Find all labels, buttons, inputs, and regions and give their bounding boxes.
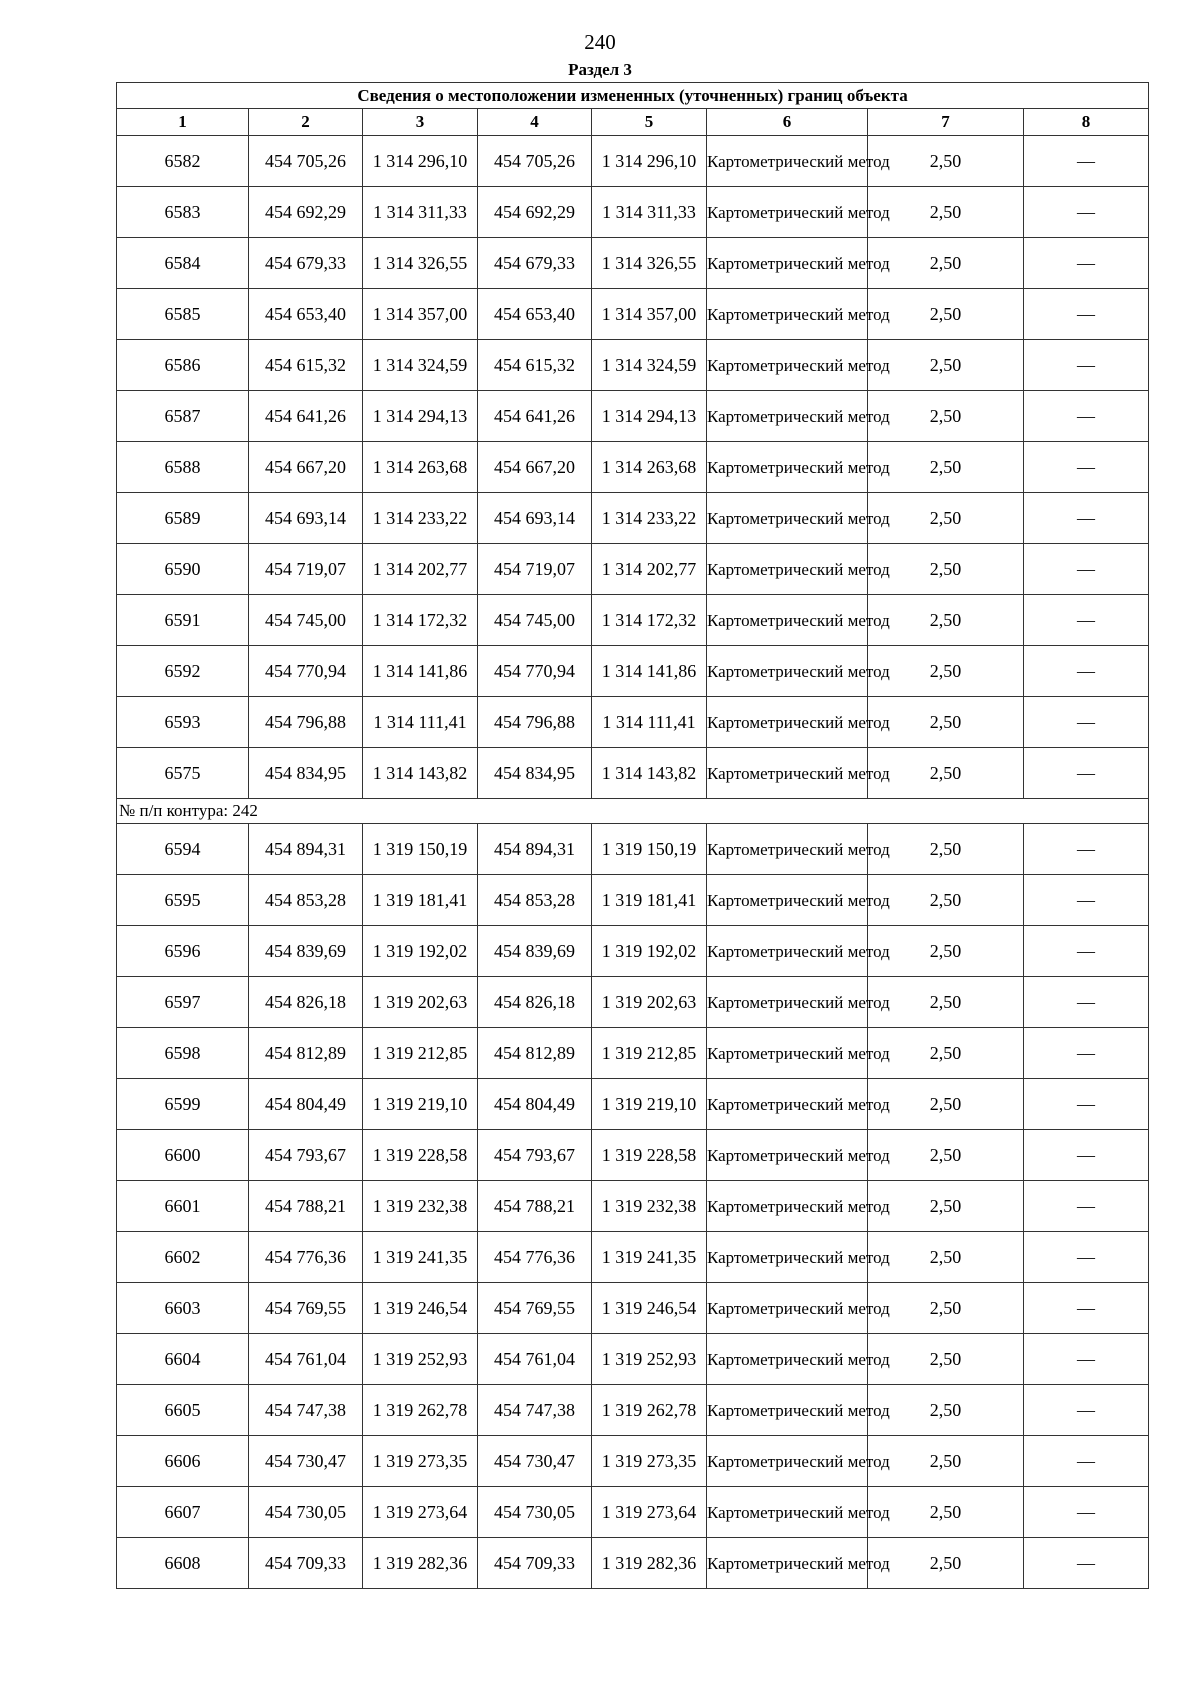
cell-accuracy: 2,50 xyxy=(868,1283,1024,1334)
cell-point-number: 6601 xyxy=(117,1181,249,1232)
table-row xyxy=(117,646,1149,697)
cell-method: Картометрический метод xyxy=(707,875,868,926)
cell-method: Картометрический метод xyxy=(707,187,868,238)
cell-refined-x: 454 745,00 xyxy=(478,595,592,646)
table-row xyxy=(117,493,1149,544)
cell-method: Картометрический метод xyxy=(707,493,868,544)
cell-existing-y: 1 319 150,19 xyxy=(363,824,478,875)
cell-existing-x: 454 745,00 xyxy=(249,595,363,646)
cell-refined-x: 454 719,07 xyxy=(478,544,592,595)
cell-description: — xyxy=(1024,1538,1149,1589)
cell-description: — xyxy=(1024,595,1149,646)
cell-refined-x: 454 615,32 xyxy=(478,340,592,391)
cell-existing-x: 454 769,55 xyxy=(249,1283,363,1334)
table-row xyxy=(117,1232,1149,1283)
cell-accuracy: 2,50 xyxy=(868,748,1024,799)
cell-refined-y: 1 314 143,82 xyxy=(592,748,707,799)
cell-existing-y: 1 319 282,36 xyxy=(363,1538,478,1589)
table-row xyxy=(117,1283,1149,1334)
cell-refined-x: 454 804,49 xyxy=(478,1079,592,1130)
column-header-8: 8 xyxy=(1024,109,1149,136)
cell-refined-y: 1 319 273,64 xyxy=(592,1487,707,1538)
cell-point-number: 6585 xyxy=(117,289,249,340)
cell-refined-y: 1 319 150,19 xyxy=(592,824,707,875)
cell-refined-x: 454 769,55 xyxy=(478,1283,592,1334)
table-row xyxy=(117,1538,1149,1589)
cell-existing-x: 454 692,29 xyxy=(249,187,363,238)
cell-accuracy: 2,50 xyxy=(868,1232,1024,1283)
cell-existing-x: 454 770,94 xyxy=(249,646,363,697)
cell-point-number: 6594 xyxy=(117,824,249,875)
cell-existing-y: 1 314 311,33 xyxy=(363,187,478,238)
cell-existing-y: 1 314 294,13 xyxy=(363,391,478,442)
cell-point-number: 6575 xyxy=(117,748,249,799)
cell-existing-x: 454 804,49 xyxy=(249,1079,363,1130)
cell-existing-y: 1 319 262,78 xyxy=(363,1385,478,1436)
table-row xyxy=(117,1181,1149,1232)
cell-description: — xyxy=(1024,1436,1149,1487)
boundary-coordinates-table xyxy=(116,82,1149,1589)
cell-method: Картометрический метод xyxy=(707,1436,868,1487)
cell-method: Картометрический метод xyxy=(707,748,868,799)
table-row xyxy=(117,875,1149,926)
cell-accuracy: 2,50 xyxy=(868,646,1024,697)
cell-existing-x: 454 853,28 xyxy=(249,875,363,926)
cell-existing-x: 454 693,14 xyxy=(249,493,363,544)
cell-description: — xyxy=(1024,1334,1149,1385)
cell-accuracy: 2,50 xyxy=(868,493,1024,544)
cell-accuracy: 2,50 xyxy=(868,1334,1024,1385)
cell-method: Картометрический метод xyxy=(707,697,868,748)
cell-refined-y: 1 319 181,41 xyxy=(592,875,707,926)
cell-refined-y: 1 314 111,41 xyxy=(592,697,707,748)
table-row xyxy=(117,1436,1149,1487)
cell-refined-y: 1 319 202,63 xyxy=(592,977,707,1028)
cell-refined-y: 1 319 273,35 xyxy=(592,1436,707,1487)
cell-description: — xyxy=(1024,748,1149,799)
cell-refined-y: 1 319 232,38 xyxy=(592,1181,707,1232)
table-row xyxy=(117,1079,1149,1130)
cell-existing-y: 1 314 233,22 xyxy=(363,493,478,544)
cell-refined-x: 454 705,26 xyxy=(478,136,592,187)
cell-refined-x: 454 730,05 xyxy=(478,1487,592,1538)
cell-existing-x: 454 834,95 xyxy=(249,748,363,799)
cell-refined-y: 1 314 296,10 xyxy=(592,136,707,187)
table-row xyxy=(117,1487,1149,1538)
cell-description: — xyxy=(1024,1385,1149,1436)
cell-existing-x: 454 615,32 xyxy=(249,340,363,391)
column-header-7: 7 xyxy=(868,109,1024,136)
cell-accuracy: 2,50 xyxy=(868,391,1024,442)
cell-existing-y: 1 319 252,93 xyxy=(363,1334,478,1385)
cell-refined-x: 454 730,47 xyxy=(478,1436,592,1487)
cell-point-number: 6582 xyxy=(117,136,249,187)
cell-description: — xyxy=(1024,697,1149,748)
cell-existing-x: 454 705,26 xyxy=(249,136,363,187)
column-header-row xyxy=(117,109,1149,136)
cell-point-number: 6597 xyxy=(117,977,249,1028)
column-header-4: 4 xyxy=(478,109,592,136)
table-row xyxy=(117,289,1149,340)
cell-existing-x: 454 747,38 xyxy=(249,1385,363,1436)
cell-existing-x: 454 679,33 xyxy=(249,238,363,289)
table-row xyxy=(117,1130,1149,1181)
cell-method: Картометрический метод xyxy=(707,289,868,340)
cell-accuracy: 2,50 xyxy=(868,926,1024,977)
cell-point-number: 6584 xyxy=(117,238,249,289)
cell-method: Картометрический метод xyxy=(707,1028,868,1079)
cell-existing-y: 1 319 202,63 xyxy=(363,977,478,1028)
table-row xyxy=(117,340,1149,391)
cell-accuracy: 2,50 xyxy=(868,289,1024,340)
cell-description: — xyxy=(1024,340,1149,391)
table-caption: Сведения о местоположении измененных (уточненных) границ объекта xyxy=(117,83,1149,109)
table-row xyxy=(117,442,1149,493)
column-header-2: 2 xyxy=(249,109,363,136)
cell-point-number: 6605 xyxy=(117,1385,249,1436)
cell-refined-x: 454 653,40 xyxy=(478,289,592,340)
cell-existing-y: 1 314 324,59 xyxy=(363,340,478,391)
cell-description: — xyxy=(1024,1283,1149,1334)
cell-method: Картометрический метод xyxy=(707,442,868,493)
cell-existing-y: 1 319 232,38 xyxy=(363,1181,478,1232)
cell-refined-y: 1 319 212,85 xyxy=(592,1028,707,1079)
cell-point-number: 6596 xyxy=(117,926,249,977)
cell-accuracy: 2,50 xyxy=(868,1538,1024,1589)
cell-refined-x: 454 770,94 xyxy=(478,646,592,697)
table-row xyxy=(117,1334,1149,1385)
cell-point-number: 6586 xyxy=(117,340,249,391)
section-title: Раздел 3 xyxy=(568,60,632,79)
cell-refined-x: 454 793,67 xyxy=(478,1130,592,1181)
cell-point-number: 6603 xyxy=(117,1283,249,1334)
cell-point-number: 6608 xyxy=(117,1538,249,1589)
cell-refined-x: 454 693,14 xyxy=(478,493,592,544)
cell-refined-x: 454 788,21 xyxy=(478,1181,592,1232)
cell-method: Картометрический метод xyxy=(707,1079,868,1130)
cell-refined-x: 454 826,18 xyxy=(478,977,592,1028)
cell-point-number: 6602 xyxy=(117,1232,249,1283)
cell-accuracy: 2,50 xyxy=(868,875,1024,926)
cell-refined-y: 1 319 262,78 xyxy=(592,1385,707,1436)
cell-refined-x: 454 641,26 xyxy=(478,391,592,442)
cell-existing-x: 454 793,67 xyxy=(249,1130,363,1181)
cell-existing-x: 454 667,20 xyxy=(249,442,363,493)
cell-refined-x: 454 776,36 xyxy=(478,1232,592,1283)
cell-existing-x: 454 826,18 xyxy=(249,977,363,1028)
cell-refined-y: 1 319 252,93 xyxy=(592,1334,707,1385)
cell-refined-y: 1 314 326,55 xyxy=(592,238,707,289)
cell-refined-y: 1 314 141,86 xyxy=(592,646,707,697)
column-header-3: 3 xyxy=(363,109,478,136)
cell-point-number: 6589 xyxy=(117,493,249,544)
table-row xyxy=(117,697,1149,748)
cell-point-number: 6593 xyxy=(117,697,249,748)
cell-method: Картометрический метод xyxy=(707,238,868,289)
cell-description: — xyxy=(1024,391,1149,442)
cell-accuracy: 2,50 xyxy=(868,238,1024,289)
cell-existing-x: 454 788,21 xyxy=(249,1181,363,1232)
cell-accuracy: 2,50 xyxy=(868,1181,1024,1232)
cell-method: Картометрический метод xyxy=(707,391,868,442)
cell-existing-x: 454 730,05 xyxy=(249,1487,363,1538)
cell-description: — xyxy=(1024,289,1149,340)
cell-existing-y: 1 319 273,35 xyxy=(363,1436,478,1487)
cell-method: Картометрический метод xyxy=(707,977,868,1028)
table-row xyxy=(117,136,1149,187)
cell-existing-y: 1 314 263,68 xyxy=(363,442,478,493)
cell-description: — xyxy=(1024,1232,1149,1283)
cell-accuracy: 2,50 xyxy=(868,187,1024,238)
cell-refined-x: 454 834,95 xyxy=(478,748,592,799)
cell-existing-x: 454 653,40 xyxy=(249,289,363,340)
cell-refined-x: 454 853,28 xyxy=(478,875,592,926)
cell-existing-y: 1 319 212,85 xyxy=(363,1028,478,1079)
cell-accuracy: 2,50 xyxy=(868,977,1024,1028)
cell-accuracy: 2,50 xyxy=(868,136,1024,187)
cell-refined-x: 454 667,20 xyxy=(478,442,592,493)
cell-method: Картометрический метод xyxy=(707,1181,868,1232)
cell-existing-x: 454 761,04 xyxy=(249,1334,363,1385)
cell-description: — xyxy=(1024,926,1149,977)
cell-existing-y: 1 319 219,10 xyxy=(363,1079,478,1130)
cell-description: — xyxy=(1024,875,1149,926)
cell-existing-y: 1 314 143,82 xyxy=(363,748,478,799)
cell-refined-y: 1 314 357,00 xyxy=(592,289,707,340)
cell-existing-x: 454 776,36 xyxy=(249,1232,363,1283)
cell-method: Картометрический метод xyxy=(707,646,868,697)
cell-accuracy: 2,50 xyxy=(868,697,1024,748)
cell-description: — xyxy=(1024,493,1149,544)
cell-existing-y: 1 319 192,02 xyxy=(363,926,478,977)
cell-accuracy: 2,50 xyxy=(868,1028,1024,1079)
table-row xyxy=(117,748,1149,799)
column-header-1: 1 xyxy=(117,109,249,136)
cell-refined-y: 1 319 192,02 xyxy=(592,926,707,977)
cell-existing-x: 454 709,33 xyxy=(249,1538,363,1589)
cell-refined-x: 454 839,69 xyxy=(478,926,592,977)
cell-existing-y: 1 314 172,32 xyxy=(363,595,478,646)
cell-existing-y: 1 319 246,54 xyxy=(363,1283,478,1334)
cell-refined-x: 454 812,89 xyxy=(478,1028,592,1079)
cell-method: Картометрический метод xyxy=(707,824,868,875)
cell-description: — xyxy=(1024,136,1149,187)
cell-existing-x: 454 719,07 xyxy=(249,544,363,595)
cell-refined-x: 454 761,04 xyxy=(478,1334,592,1385)
cell-point-number: 6591 xyxy=(117,595,249,646)
cell-description: — xyxy=(1024,1079,1149,1130)
cell-refined-x: 454 796,88 xyxy=(478,697,592,748)
cell-method: Картометрический метод xyxy=(707,1487,868,1538)
cell-refined-y: 1 319 228,58 xyxy=(592,1130,707,1181)
cell-accuracy: 2,50 xyxy=(868,1487,1024,1538)
table-row xyxy=(117,1385,1149,1436)
table-body xyxy=(117,136,1149,1589)
cell-existing-y: 1 314 296,10 xyxy=(363,136,478,187)
contour-label: № п/п контура: 242 xyxy=(117,799,1149,824)
cell-description: — xyxy=(1024,646,1149,697)
cell-refined-y: 1 314 233,22 xyxy=(592,493,707,544)
cell-accuracy: 2,50 xyxy=(868,1436,1024,1487)
cell-point-number: 6606 xyxy=(117,1436,249,1487)
cell-existing-y: 1 319 273,64 xyxy=(363,1487,478,1538)
cell-existing-y: 1 314 357,00 xyxy=(363,289,478,340)
cell-refined-x: 454 747,38 xyxy=(478,1385,592,1436)
column-header-6: 6 xyxy=(707,109,868,136)
cell-description: — xyxy=(1024,824,1149,875)
cell-point-number: 6595 xyxy=(117,875,249,926)
cell-refined-x: 454 709,33 xyxy=(478,1538,592,1589)
cell-method: Картометрический метод xyxy=(707,595,868,646)
cell-accuracy: 2,50 xyxy=(868,340,1024,391)
cell-description: — xyxy=(1024,187,1149,238)
cell-accuracy: 2,50 xyxy=(868,824,1024,875)
cell-existing-y: 1 314 202,77 xyxy=(363,544,478,595)
cell-description: — xyxy=(1024,238,1149,289)
cell-description: — xyxy=(1024,1028,1149,1079)
cell-description: — xyxy=(1024,1130,1149,1181)
cell-accuracy: 2,50 xyxy=(868,442,1024,493)
table-row xyxy=(117,238,1149,289)
table-row xyxy=(117,544,1149,595)
cell-method: Картометрический метод xyxy=(707,136,868,187)
cell-existing-y: 1 319 228,58 xyxy=(363,1130,478,1181)
cell-point-number: 6598 xyxy=(117,1028,249,1079)
cell-refined-y: 1 319 246,54 xyxy=(592,1283,707,1334)
cell-method: Картометрический метод xyxy=(707,926,868,977)
cell-accuracy: 2,50 xyxy=(868,1385,1024,1436)
cell-description: — xyxy=(1024,1181,1149,1232)
page-number: 240 xyxy=(584,30,616,54)
cell-refined-y: 1 314 294,13 xyxy=(592,391,707,442)
cell-existing-y: 1 319 181,41 xyxy=(363,875,478,926)
cell-refined-y: 1 319 241,35 xyxy=(592,1232,707,1283)
cell-existing-y: 1 314 111,41 xyxy=(363,697,478,748)
cell-refined-y: 1 314 263,68 xyxy=(592,442,707,493)
cell-existing-y: 1 314 326,55 xyxy=(363,238,478,289)
cell-method: Картометрический метод xyxy=(707,1538,868,1589)
cell-point-number: 6590 xyxy=(117,544,249,595)
cell-method: Картометрический метод xyxy=(707,1334,868,1385)
cell-refined-x: 454 692,29 xyxy=(478,187,592,238)
cell-existing-y: 1 314 141,86 xyxy=(363,646,478,697)
table-row xyxy=(117,977,1149,1028)
cell-existing-x: 454 839,69 xyxy=(249,926,363,977)
cell-existing-x: 454 641,26 xyxy=(249,391,363,442)
table-row xyxy=(117,187,1149,238)
cell-point-number: 6592 xyxy=(117,646,249,697)
cell-existing-y: 1 319 241,35 xyxy=(363,1232,478,1283)
cell-point-number: 6604 xyxy=(117,1334,249,1385)
cell-existing-x: 454 796,88 xyxy=(249,697,363,748)
cell-accuracy: 2,50 xyxy=(868,1130,1024,1181)
cell-accuracy: 2,50 xyxy=(868,595,1024,646)
cell-existing-x: 454 894,31 xyxy=(249,824,363,875)
column-header-5: 5 xyxy=(592,109,707,136)
cell-refined-y: 1 314 311,33 xyxy=(592,187,707,238)
cell-accuracy: 2,50 xyxy=(868,1079,1024,1130)
table-row xyxy=(117,595,1149,646)
table-row xyxy=(117,824,1149,875)
cell-description: — xyxy=(1024,442,1149,493)
table-row xyxy=(117,391,1149,442)
cell-method: Картометрический метод xyxy=(707,1385,868,1436)
cell-point-number: 6588 xyxy=(117,442,249,493)
table-row xyxy=(117,1028,1149,1079)
cell-point-number: 6583 xyxy=(117,187,249,238)
cell-refined-x: 454 894,31 xyxy=(478,824,592,875)
cell-refined-y: 1 314 324,59 xyxy=(592,340,707,391)
cell-description: — xyxy=(1024,544,1149,595)
cell-refined-y: 1 319 282,36 xyxy=(592,1538,707,1589)
cell-description: — xyxy=(1024,977,1149,1028)
cell-refined-y: 1 314 202,77 xyxy=(592,544,707,595)
cell-method: Картометрический метод xyxy=(707,544,868,595)
cell-method: Картометрический метод xyxy=(707,1232,868,1283)
cell-point-number: 6599 xyxy=(117,1079,249,1130)
cell-point-number: 6600 xyxy=(117,1130,249,1181)
cell-method: Картометрический метод xyxy=(707,340,868,391)
cell-method: Картометрический метод xyxy=(707,1283,868,1334)
cell-point-number: 6587 xyxy=(117,391,249,442)
cell-refined-x: 454 679,33 xyxy=(478,238,592,289)
cell-refined-y: 1 319 219,10 xyxy=(592,1079,707,1130)
cell-existing-x: 454 730,47 xyxy=(249,1436,363,1487)
cell-accuracy: 2,50 xyxy=(868,544,1024,595)
cell-method: Картометрический метод xyxy=(707,1130,868,1181)
cell-description: — xyxy=(1024,1487,1149,1538)
cell-existing-x: 454 812,89 xyxy=(249,1028,363,1079)
contour-label-row xyxy=(117,799,1149,824)
table-row xyxy=(117,926,1149,977)
cell-point-number: 6607 xyxy=(117,1487,249,1538)
cell-refined-y: 1 314 172,32 xyxy=(592,595,707,646)
